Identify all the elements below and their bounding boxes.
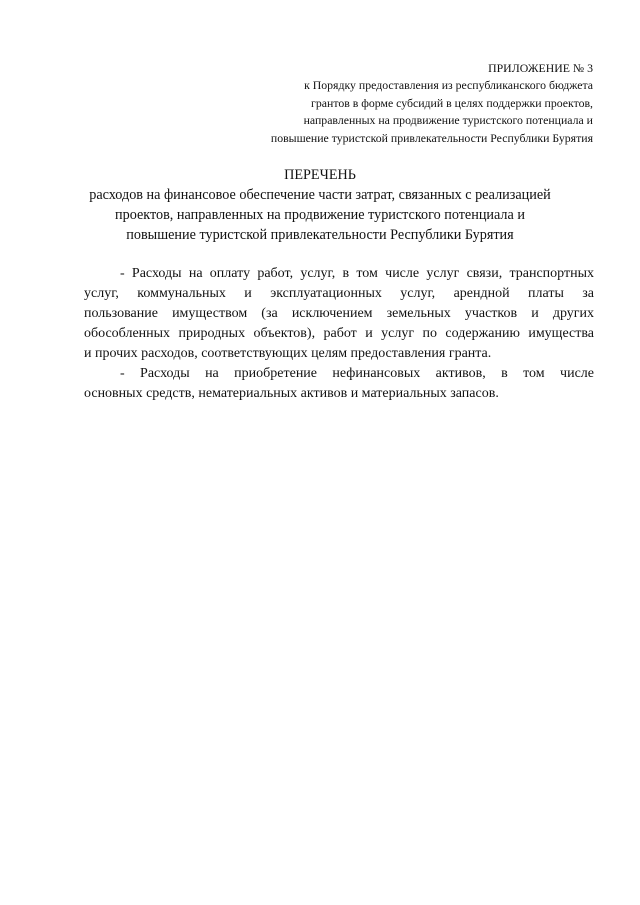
document-heading (60, 165, 580, 245)
paragraph-line: услуг, коммунальных и эксплуатационных услуг, арендной платы за (84, 286, 594, 301)
appendix-line: направленных на продвижение туристского потенциала и (303, 113, 593, 128)
appendix-title: ПРИЛОЖЕНИЕ № 3 (488, 61, 593, 75)
appendix-header (173, 60, 593, 147)
document-body (84, 264, 594, 404)
paragraph-expenses-services (84, 264, 594, 364)
paragraph-line: - Расходы на приобретение нефинансовых активов, в том числе (120, 366, 594, 381)
heading-subtitle-line: проектов, направленных на продвижение туристского потенциала и (115, 207, 525, 223)
paragraph-line: обособленных природных объектов), работ и услуг по содержанию имущества (84, 326, 594, 341)
paragraph-expenses-assets (84, 364, 594, 404)
appendix-line: повышение туристской привлекательности Республики Бурятия (270, 130, 593, 145)
appendix-line: к Порядку предоставления из республиканского бюджета (304, 78, 593, 93)
appendix-line: грантов в форме субсидий в целях поддержки проектов, (311, 95, 593, 110)
heading-subtitle-line: повышение туристской привлекательности Республики Бурятия (126, 227, 514, 243)
paragraph-line: - Расходы на оплату работ, услуг, в том числе услуг связи, транспортных (120, 266, 594, 281)
paragraph-line: пользование имуществом (за исключением земельных участков и других (84, 306, 594, 321)
paragraph-line: и прочих расходов, соответствующих целям предоставления гранта. (84, 346, 492, 361)
heading-subtitle-line: расходов на финансовое обеспечение части затрат, связанных с реализацией (89, 187, 551, 203)
paragraph-line: основных средств, нематериальных активов и материальных запасов. (84, 386, 499, 401)
heading-title: ПЕРЕЧЕНЬ (284, 167, 356, 183)
